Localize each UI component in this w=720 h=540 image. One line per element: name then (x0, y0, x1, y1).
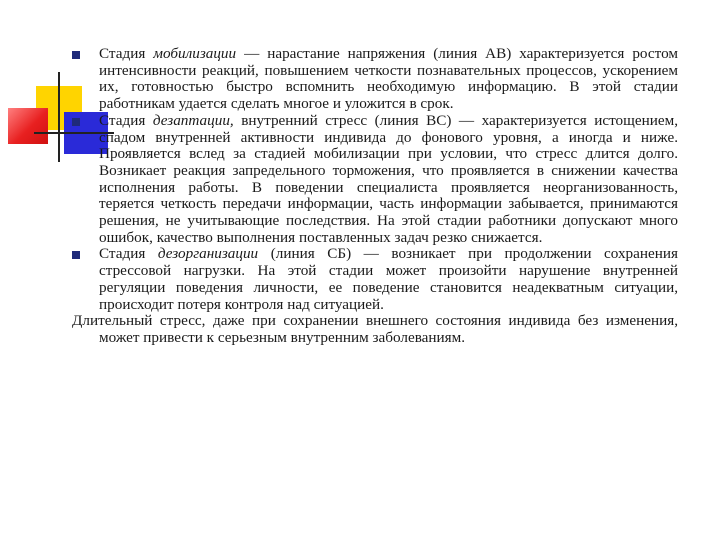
slide-content (72, 46, 678, 347)
item-term: дезорганизации (157, 245, 259, 263)
square-bullet-icon (72, 251, 80, 259)
item-term: дезаптации, (152, 111, 234, 129)
square-bullet-icon (72, 118, 80, 126)
item-body: внутренний стресс (линия ВС) — характеризуется истощением, спадом внутренней активности индивида до фонового уровня, а иногда и ниже. Проявляется вслед за стадией мобилизации при условии, что стресс длится долго. Возникает реакция запредельного торможения, что проявляется в снижении качества исполнения работы. В поведении специалиста проявляется неорганизованность, теряется четкость передачи информации, часть информации забывается, принимаются решения, не учитывающие последствия. На этой стадии работники допускают много ошибок, качество выполнения поставленных задач резко снижается. (99, 111, 678, 246)
item-lead: Стадия (99, 111, 153, 129)
list-item-text (99, 46, 678, 113)
square-bullet-icon (72, 51, 80, 59)
list-item-text (99, 113, 678, 247)
item-term: мобилизации (153, 45, 237, 62)
list-item-deadaptation (72, 113, 678, 247)
closing-paragraph: Длительный стресс, даже при сохранении внешнего состояния индивида без изменения, может привести к серьезным внутренним заболеваниям. (72, 312, 678, 346)
item-lead: Стадия (99, 245, 158, 263)
item-body: — нарастание напряжения (линия АВ) характеризуется ростом интенсивности реакций, повышением четкости познавательных процессов, ускорением их, готовностью быстро вспомнить необходимую информацию. В этой стадии работникам удается сделать многое и уложится в срок. (99, 45, 678, 113)
decorative-red-square (8, 108, 48, 144)
list-item-text (99, 246, 678, 313)
item-lead: Стадия (99, 45, 154, 62)
list-item-mobilization (72, 46, 678, 113)
item-body: (линия СБ) — возникает при продолжении сохранения стрессовой нагрузки. На этой стадии может произойти нарушение внутренней регуляции поведения личности, ее поведение становится неадекватным ситуации, происходит потеря контроля над ситуацией. (99, 245, 678, 313)
list-item-disorganization (72, 246, 678, 313)
decorative-vertical-line (58, 72, 60, 162)
